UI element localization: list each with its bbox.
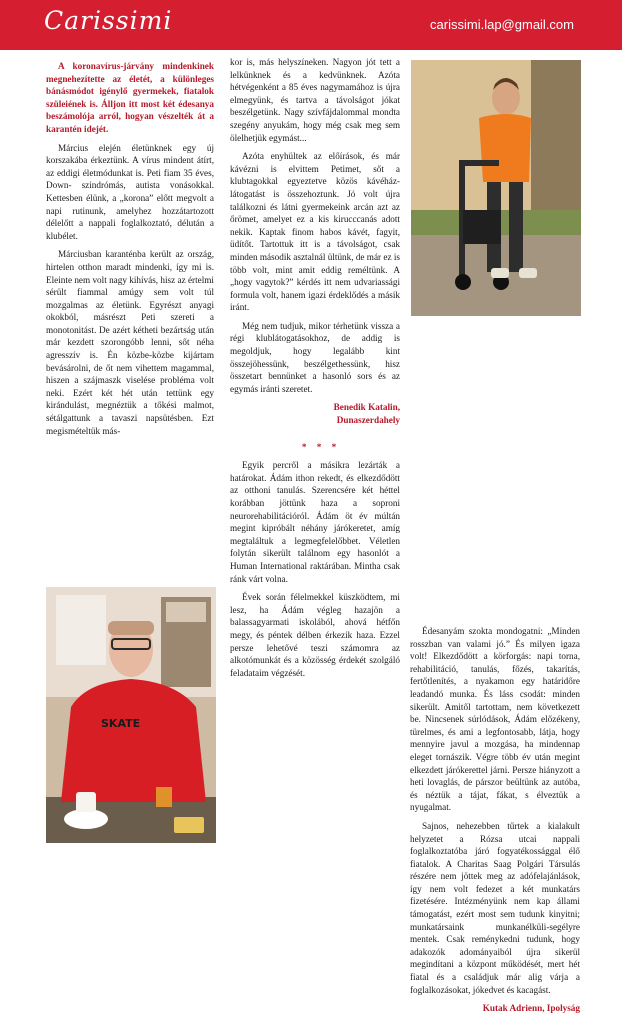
section-divider: * * * <box>301 441 341 452</box>
article-column-2 <box>230 56 400 685</box>
article-column-1 <box>46 60 214 443</box>
signature-place: Dunaszerdahely <box>336 415 400 426</box>
svg-text:SKATE: SKATE <box>101 717 141 730</box>
paragraph: Évek során félelmekkel küszködtem, mi lesz, ha Ádám végleg hazajön a balassagyarmati iskolából, ahová hétfőn megy, és péntek délben érkezik haza. Ezzel persze lehetővé teszi számomra az alkotómunkát és a közösség érdekét szolgáló feladataim végzését. <box>230 592 400 678</box>
page-header <box>0 0 622 50</box>
paragraph: Édesanyám szokta mondogatni: „Minden rosszban van valami jó.” És milyen igaza volt! Elkezdődött a körforgás: napi torna, rehabilitáció, tanulás, főzés, takarítás, fertőtlenítés, a nyakamon egy határidőre leadandó munka. És láss csodát: minden sikerült. Amitől tartottam, nem következett be. Nincsenek súrlódások, Ádám előzékeny, türelmes, és ami a legfontosabb, látja, hogy mennyire javul a mozgása, ha mindennap eleget tornászik. Végre több év után megint elkezdett járókerettel járni. Persze hiányzott a heti lovaglás, de párszor beültünk az autóba, és néztük a tájat, fákat, s élveztük a nyugalmat. <box>410 626 580 813</box>
walker-photo-image <box>411 60 581 316</box>
paragraph: kor is, más helyszíneken. Nagyon jót tett a lelkünknek és a kedvünknek. Azóta hétvégenként a 85 éves nagymamához is újra elmegyünk, és tartva a távolságot jókat beszélgetünk. Nagy szívfájdalommal mondta szegény anyukám, hogy még csak meg sem ölelhetjük egymást... <box>230 57 400 143</box>
contact-email[interactable]: carissimi.lap@gmail.com <box>430 17 574 32</box>
paragraph: Márciusban karanténba került az ország, hirtelen otthon maradt mindenki, így mi is. Eleinte nem volt nagy kihívás, hisz az értelmi sérült fiammal amúgy sem volt túl mozgalmas az életünk. Egyrészt anyagi okokból, másrészt Peti szereti a monotonitást. De azért kétheti bezártság után már kezdett szorongóbb lenni, sőt néha agresszív is. Én közbe-közbe kijártam bevásárolni, de őt nem vihettem magammal, hiszen a szájmaszk viselése probléma volt neki. Ezért két hét után tettünk egy kirándulást, megnéztük a tőkési malmot, sétálgattunk a tavaszi napsütésben. Ezt megismételtük más- <box>46 249 214 436</box>
signature-name: Benedik Katalin, <box>333 402 400 413</box>
article-intro: A koronavírus-járvány mindenkinek megnehezítette az életét, a különleges bánásmódot igénylő gyermekek, fiatalok szüleiének is. Álljon itt most két édesanya beszámolója arról, hogyan vészelték át a karantén idejét. <box>46 61 214 134</box>
walker-photo <box>411 60 581 316</box>
signature-2: Kutak Adrienn, Ipolyság <box>482 1003 580 1014</box>
paragraph: Egyik percről a másikra lezárták a határokat. Ádám ithon rekedt, és elkezdődött az otthoni tanulás. Szerencsére két héttel korábban jöttünk haza a soproni neurorehabilitációról. Ádám öt év múltán megint kipróbált néhány járókeretet, amíg megtaláltuk a legmegfelelőbbet. Véletlen folytán sikerült találnom egy hasonlót a Human International raktárában. Mintha csak ránk várt volna. <box>230 460 400 584</box>
paragraph: Azóta enyhültek az előírások, és már kávézni is elvittem Petimet, sőt a klubtagokkal egyeztetve közös kávéház-látogatást is összehoztunk. Jó volt újra találkozni és látni gyermekeink arcán azt az őrömet, amelyet ez a kis kirucccanás adott nekik. Kaptak finom habos kávét, fagyit, üdítőt. Tartottuk itt is a távolságot, csak minden második asztalnál ültünk, de már ez is több volt, mint amit eddig reméltünk. A „hogy vagytok?” kérdés itt nem udvariassági formula volt, hanem igazi érdeklődés a másik iránt. <box>230 151 400 313</box>
paragraph: Még nem tudjuk, mikor térhetünk vissza a régi klublátogatásokhoz, de addig is megoldjuk, hogy legalább kint összejöhessünk, beszélgethessünk, hisz összetart bennünket a hasonló sors és az egymás iránti szeretet. <box>230 320 400 394</box>
magazine-logo: Carissimi <box>44 6 173 35</box>
paragraph: Sajnos, nehezebben tűrtek a kialakult helyzetet a Rózsa utcai nappali foglalkoztatóba járó fogyatékossággal élő fiatalok. A Charitas Saag Polgári Társulás részére nem jöttek meg az adófelajánlások, így nem volt fedezet a két munkatárs fizetésére. Intézményünk nem kap állami támogatást, ezért most sem tudunk kinyitni; munkatársaink munkanélküli-segélyre mentek. Csak reménykedni tudunk, hogy adakozók adományaiból újra sikerül megindítani a központ működését, mert hét fiatal és a családjuk már alig várja a foglalkozásokat, jókedvet és kacagást. <box>410 820 580 995</box>
cafe-photo <box>46 587 216 843</box>
paragraph: Március elején életünknek egy új korszakába érkeztünk. A vírus mindent átírt, az eddigi életmódunkat is. Peti fiam 35 éves, Down- szindrómás, autista vonásokkal. Kettesben élünk, a „korona” előtt megvolt a napi rutinunk, amelyhez hozzátartozott délelőtt a nappali foglalkoztató, délután a klubélet. <box>46 142 214 241</box>
cafe-photo-image <box>46 587 216 843</box>
article-column-3 <box>410 625 580 1015</box>
